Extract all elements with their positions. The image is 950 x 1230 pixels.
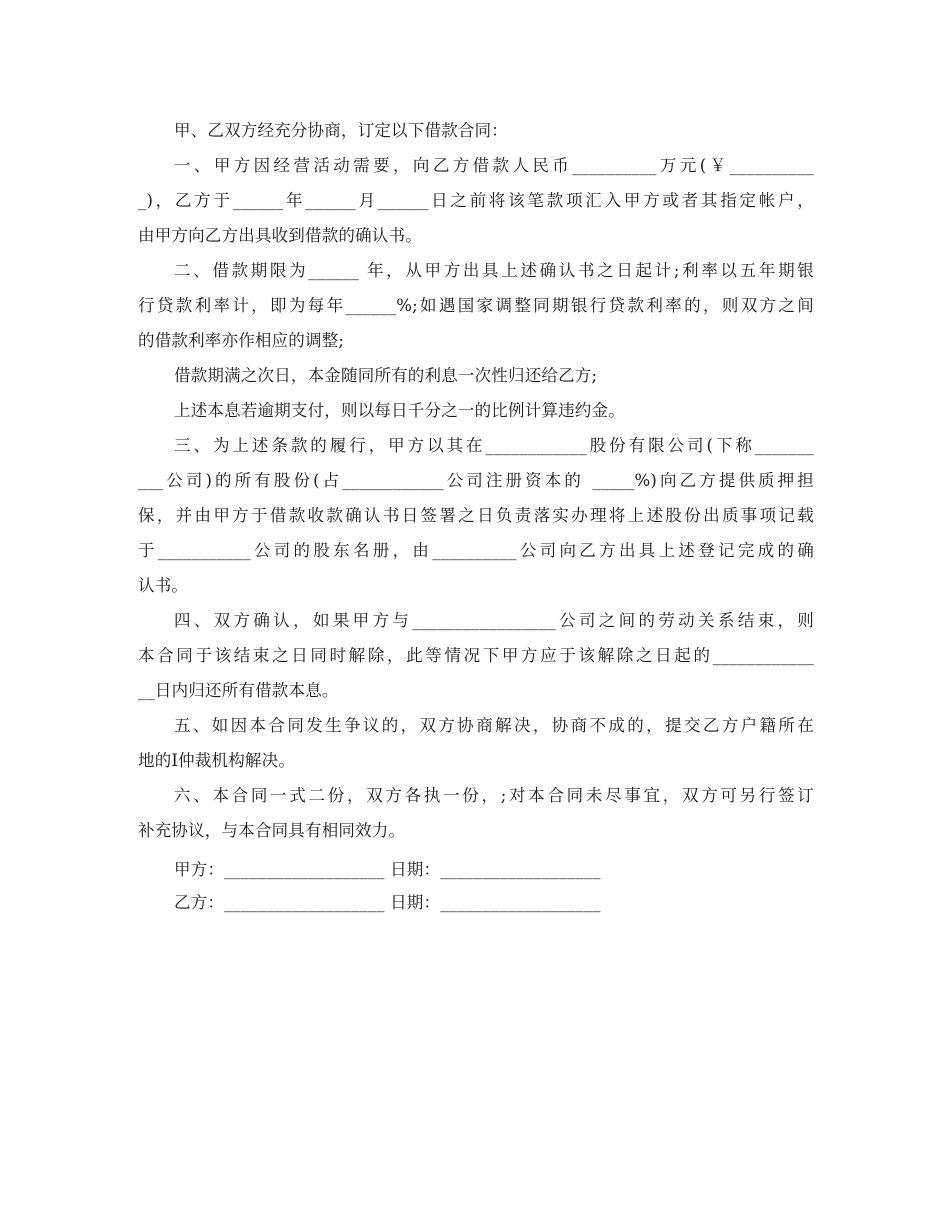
clause-6-line-1: 六、本合同一式二份，双方各执一份，;对本合同未尽事宜，双方可另行签订 [174, 786, 814, 805]
clause-1-line-3: 由甲方向乙方出具收到借款的确认书。 [138, 226, 422, 245]
clause-2-line-3: 的借款利率亦作相应的调整; [138, 331, 345, 350]
clause-1-line-1: 一、甲方因经营活动需要，向乙方借款人民币__________万元(￥__________ [174, 156, 814, 175]
party-b-signature-line: 乙方：___________________ 日期：___________________ [174, 893, 601, 912]
clause-5-line-1: 五、如因本合同发生争议的，双方协商解决，协商不成的，提交乙方户籍所在 [174, 716, 814, 735]
clause-3-line-3: 保，并由甲方于借款收款确认书日签署之日负责落实办理将上述股份出质事项记载 [138, 506, 814, 525]
clause-2-line-5: 上述本息若逾期支付，则以每日千分之一的比例计算违约金。 [174, 401, 625, 420]
clause-2-line-1: 二、借款期限为______ 年，从甲方出具上述确认书之日起计;利率以五年期银 [174, 261, 814, 280]
clause-3-line-2: ___公司)的所有股份(占____________公司注册资本的 _____%)向乙方提供质押担 [138, 471, 814, 490]
clause-4-line-3: __日内归还所有借款本息。 [138, 681, 339, 700]
clause-5-line-2: 地的Ⅰ仲裁机构解决。 [138, 751, 296, 770]
intro-line: 甲、乙双方经充分协商，订定以下借款合同： [174, 121, 508, 140]
clause-4-line-2: 本合同于该结束之日同时解除，此等情况下甲方应于该解除之日起的____________ [138, 646, 814, 665]
clause-1-line-2: _)，乙方于______年______月______日之前将该笔款项汇入甲方或者其指定帐户， [138, 191, 814, 210]
party-a-signature-line: 甲方：___________________ 日期：___________________ [174, 860, 601, 879]
clause-2-line-2: 行贷款利率计，即为每年______%;如遇国家调整同期银行贷款利率的，则双方之间 [138, 296, 814, 315]
clause-3-line-4: 于___________公司的股东名册，由__________公司向乙方出具上述登记完成的确 [138, 541, 814, 560]
clause-4-line-1: 四、双方确认，如果甲方与_________________公司之间的劳动关系结束，则 [174, 611, 814, 630]
clause-3-line-5: 认书。 [138, 576, 189, 595]
clause-6-line-2: 补充协议，与本合同具有相同效力。 [138, 821, 406, 840]
clause-2-line-4: 借款期满之次日，本金随同所有的利息一次性归还给乙方; [174, 366, 598, 385]
clause-3-line-1: 三、为上述条款的履行，甲方以其在____________股份有限公司(下称_______ [174, 436, 814, 455]
